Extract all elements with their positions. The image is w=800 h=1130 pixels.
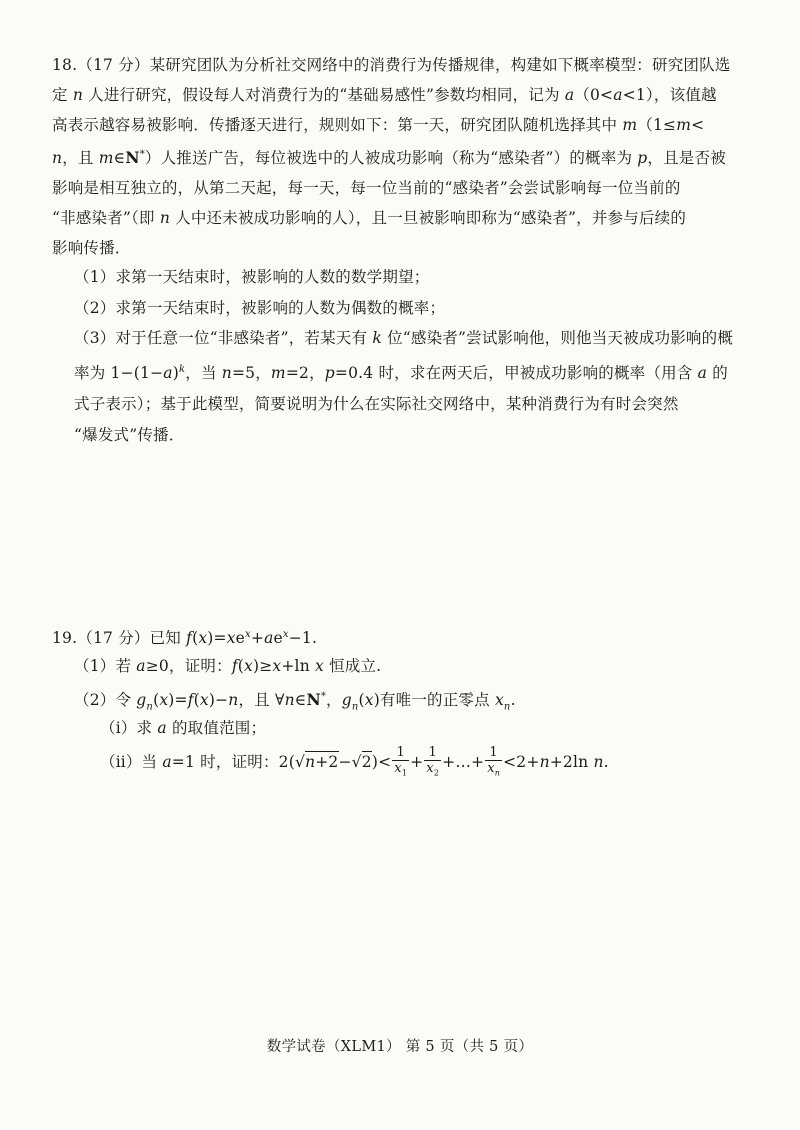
page-footer: 数学试卷（XLM1） 第 5 页（共 5 页） xyxy=(266,1039,534,1055)
question-18-part-3: （3）对于任意一位“非感染者”，若某天有 k 位“感染者”尝试影响他，则他当天被成功影响的概 率为 $1-(1-a)^k$，当 n=5，m=2，p=0.4 时，求在两天后，甲被成功影响的概率（用含 a 的 式子表示）；基于此模型，简要说明为什么在实际社交网络中，某种消费行为有时会突然 “爆发式”传播． xyxy=(74,329,734,445)
question-19-part-2-i: （ⅰ）求 a 的取值范围； xyxy=(100,719,267,737)
question-18-part-1: （1）求第一天结束时，被影响的人数的数学期望； xyxy=(74,268,430,286)
question-19-part-2: （2）令 $g_n(x)=f(x)-n$，且 ∀n∈N*，$g_n(x)$有唯一的正零点 $x_n$. xyxy=(74,690,516,713)
question-19-stem: 19.（17 分）已知 $f(x)=xe^x+ae^x-1$. xyxy=(52,629,318,648)
question-18-part-2: （2）求第一天结束时，被影响的人数为偶数的概率； xyxy=(74,299,446,317)
question-19-part-2-ii: （ⅱ）当 a=1 时，证明：2(√n+2−√2)< $\frac{1}{x_1}$ + $\frac{1}{x_2}$ +…+ $\frac{1}{x_n}$ <2+n+2ln n. xyxy=(100,745,609,778)
question-19-part-1: （1）若 a≥0，证明：f(x)≥x+ln x 恒成立. xyxy=(74,657,382,675)
question-18-stem: 18.（17 分）某研究团队为分析社交网络中的消费行为传播规律，构建如下概率模型：研究团队选 定 n 人进行研究，假设每人对消费行为的“基础易感性”参数均相同，记为 a（0<a<1），该值越 高表示越容易被影响．传播逐天进行，规则如下：第一天，研究团队随机选择其中 m（1≤m< n，且 m∈N*）人推送广告，每位被选中的人被成功影响（称为“感染者”）的概率为 p，且是否被 影响是相互独立的，从第二天起，每一天，每一位当前的“感染者”会尝试影响每一位当前的 “非感染者”（即 n 人中还未被成功影响的人），且一旦被影响即称为“感染者”，并参与后续的 影响传播． xyxy=(52,56,731,258)
